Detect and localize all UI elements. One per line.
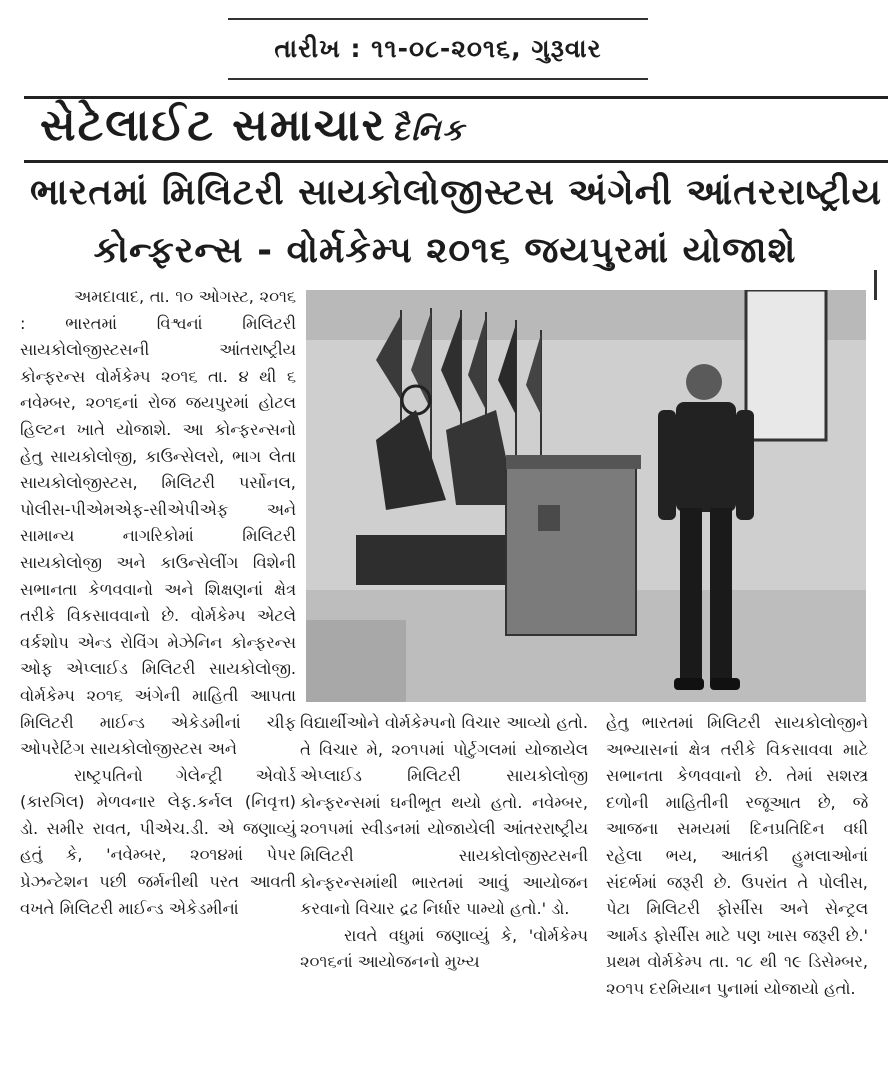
news-photo [306, 290, 866, 702]
article-paragraph: રાવતે વધુમાં જણાવ્યું કે, 'વોર્મકેમ્પ ૨૦૧૬નાં આયોજનનો મુખ્ય [300, 925, 588, 972]
masthead-rule-top [24, 96, 888, 99]
photo-illustration [306, 290, 866, 702]
headline-line-2: કોન્ફરન્સ - વોર્મકેમ્પ ૨૦૧૬ જયપુરમાં યોજાશે [93, 230, 797, 271]
dateline: તારીખ : ૧૧-૦૮-૨૦૧૬, ગુરૂવાર [228, 18, 648, 80]
article-paragraph: વિદ્યાર્થીઓને વોર્મકેમ્પનો વિચાર આવ્યો હતો. તે વિચાર મે, ૨૦૧૫માં પોર્ટુગલમાં યોજાયેલ એપ્લાઈડ મિલિટરી સાયકોલોજી કોન્ફરન્સમાં ઘનીભૂત થયો હતો. નવેમ્બર, ૨૦૧૫માં સ્વીડનમાં યોજાયેલી આંતરરાષ્ટ્રીય મિલિટરી સાયકોલોજીસ્ટસની કોન્ફરન્સમાંથી ભારતમાં આવું આયોજન કરવાનો વિચાર દ્રઢ નિર્ધાર પામ્યો હતો.' ડો. [300, 713, 588, 919]
podium-emblem [538, 505, 560, 531]
masthead-subtitle: દૈનિક [392, 113, 466, 148]
masthead-title: સેટેલાઈટ સમાચાર [40, 100, 387, 151]
headline-line-1: ભારતમાં મિલિટરી સાયકોલોજીસ્ટસ અંગેની આંતરરાષ્ટ્રીય [30, 172, 883, 213]
article-column-1 [20, 284, 296, 922]
masthead [40, 100, 466, 151]
article-paragraph: અમદાવાદ, તા. ૧૦ ઓગસ્ટ, ૨૦૧૬ : ભારતમાં વિશ્વનાં મિલિટરી સાયકોલોજીસ્ટસની આંતરાષ્ટ્રીય કોન્ફરન્સ વોર્મકેમ્પ ૨૦૧૬ તા. ૪ થી ૬ નવેમ્બર, ૨૦૧૬નાં રોજ જયપુરમાં હોટલ હિલ્ટન ખાતે યોજાશે. આ કોન્ફરન્સનો હેતુ સાયકોલોજી, કાઉન્સેલરો, ભાગ લેતા સાયકોલોજીસ્ટસ, મિલિટરી પર્સોનલ, પોલીસ-પીએમએફ-સીએપીએફ અને સામાન્ય નાગરિકોમાં મિલિટરી સાયકોલોજી અને કાઉન્સેલીંગ વિશેની સભાનતા કેળવવાનો અને શિક્ષણનાં ક્ષેત્ર તરીકે વિકસાવવાનો છે. વોર્મકેમ્પ એટલે વર્કશોપ એન્ડ રોવિંગ મેઝેનિન કોન્ફરન્સ ઓફ એપ્લાઈડ મિલિટરી સાયકોલોજી. વોર્મકેમ્પ ૨૦૧૬ અંગેની માહિતી આપતા મિલિટરી માઈન્ડ એકેડમીનાં ચીફ ઓપરેટિંગ સાયકોલોજીસ્ટસ અને [20, 287, 296, 759]
podium-top [506, 455, 641, 469]
foreground-plant-area [306, 620, 406, 702]
article-paragraph: રાષ્ટ્રપતિનો ગેલેન્ટ્રી એવોર્ડ (કારગિલ) મેળવનાર લેફ.કર્નલ (નિવૃત્ત) ડો. સમીર રાવત, પીએચ.ડી. એ જણાવ્યું હતું કે, 'નવેમ્બર, ૨૦૧૪માં પેપર પ્રેઝન્ટેશન પછી જર્મનીથી પરત આવતી વખતે મિલિટરી માઈન્ડ એકેડમીનાં [20, 765, 296, 918]
podium [506, 460, 636, 635]
article-column-3 [606, 710, 868, 1003]
projection-screen [746, 290, 826, 440]
masthead-rule-bottom [24, 160, 888, 163]
column-edge-mark [874, 270, 877, 300]
article-column-2 [300, 710, 588, 976]
article-paragraph: હેતુ ભારતમાં મિલિટરી સાયકોલોજીને અભ્યાસનાં ક્ષેત્ર તરીકે વિકસાવવા માટે સભાનતા કેળવવાનો છે. તેમાં સશસ્ત્ર દળોની માહિતીની રજૂઆત છે, જે આજના સમયમાં દિનપ્રતિદિન વધી રહેલા ભય, આતંકી હુમલાઓનાં સંદર્ભમાં જરૂરી છે. ઉપરાંત તે પોલીસ, પેટા મિલિટરી ફોર્સીસ અને સેન્ટ્રલ આર્મડ ફોર્સીસ માટે પણ ખાસ જરૂરી છે.' પ્રથમ વોર્મકેમ્પ તા. ૧૮ થી ૧૯ ડિસેમ્બર, ૨૦૧૫ દરમિયાન પુનામાં યોજાયો હતો. [606, 713, 868, 998]
